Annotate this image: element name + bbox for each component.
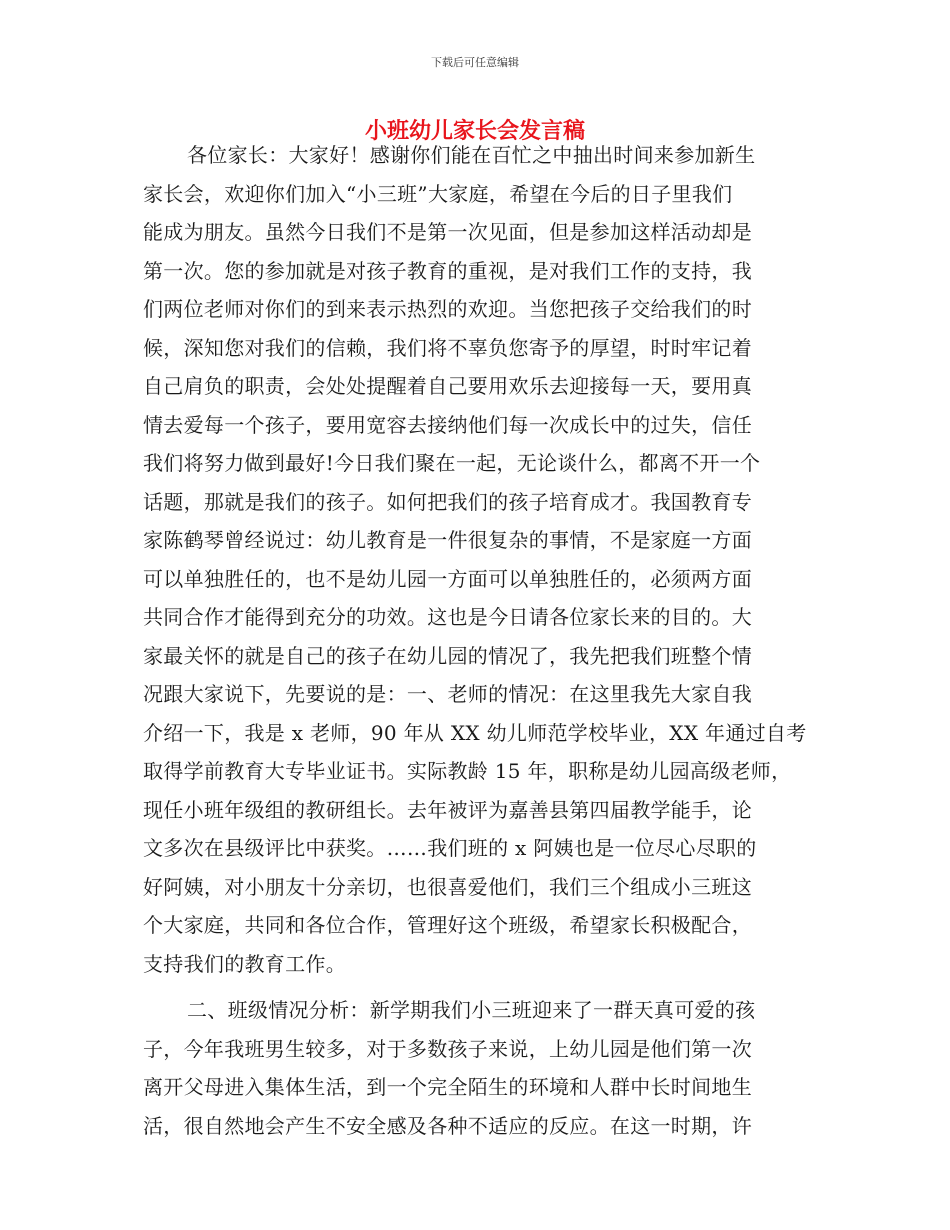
text-line: 各位家长：大家好！感谢你们能在百忙之中抽出时间来参加新生 [187, 143, 756, 167]
text-line: 共同合作才能得到充分的功效。这也是今日请各位家长来的目的。大 [143, 605, 752, 629]
text-line: 二、班级情况分析：新学期我们小三班迎来了一群天真可爱的孩 [187, 998, 756, 1022]
document-body [143, 136, 823, 1145]
paragraph-spacer [143, 983, 823, 991]
text-line: 现任小班年级组的教研组长。去年被评为嘉善县第四届教学能手，论 [143, 797, 752, 822]
text-line: 候，深知您对我们的信赖，我们将不辜负您寄予的厚望，时时牢记着 [143, 335, 752, 360]
paragraph-2 [143, 991, 823, 1145]
text-line: 话题，那就是我们的孩子。如何把我们的孩子培育成才。我国教育专 [143, 489, 752, 514]
text-line: 家最关怀的就是自己的孩子在幼儿园的情况了，我先把我们班整个情 [143, 643, 752, 668]
text-line: 好阿姨，对小朋友十分亲切，也很喜爱他们，我们三个组成小三班这 [143, 874, 752, 899]
text-line: 支持我们的教育工作。 [143, 951, 346, 976]
text-line: 家陈鹤琴曾经说过：幼儿教育是一件很复杂的事情，不是家庭一方面 [143, 528, 752, 552]
text-line: 个大家庭，共同和各位合作，管理好这个班级，希望家长积极配合， [143, 913, 752, 937]
text-line: 家长会，欢迎你们加入“小三班”大家庭，希望在今后的日子里我们 [143, 181, 733, 206]
header-note: 下载后可任意编辑 [431, 56, 519, 69]
text-line: 情去爱每一个孩子，要用宽容去接纳他们每一次成长中的过失，信任 [143, 412, 752, 437]
text-line: 我们将努力做到最好!今日我们聚在一起，无论谈什么，都离不开一个 [143, 451, 761, 475]
text-line: 介绍一下，我是 x 老师，90 年从 XX 幼儿师范学校毕业，XX 年通过自考 [143, 720, 807, 745]
text-line: 子，今年我班男生较多，对于多数孩子来说，上幼儿园是他们第一次 [143, 1036, 752, 1061]
text-line: 们两位老师对你们的到来表示热烈的欢迎。当您把孩子交给我们的时 [143, 297, 752, 321]
text-line: 离开父母进入集体生活，到一个完全陌生的环境和人群中长时间地生 [143, 1075, 752, 1099]
document-title: 小班幼儿家长会发言稿 [364, 119, 585, 144]
text-line: 取得学前教育大专毕业证书。实际教龄 15 年，职称是幼儿园高级老师， [143, 759, 792, 783]
paragraph-1 [143, 136, 823, 983]
text-line: 第一次。您的参加就是对孩子教育的重视，是对我们工作的支持，我 [143, 258, 752, 283]
text-line: 可以单独胜任的，也不是幼儿园一方面可以单独胜任的，必须两方面 [143, 566, 752, 591]
text-line: 自己肩负的职责，会处处提醒着自己要用欢乐去迎接每一天，要用真 [143, 374, 752, 398]
text-line: 文多次在县级评比中获奖。……我们班的 x 阿姨也是一位尽心尽职的 [143, 836, 757, 860]
text-line: 能成为朋友。虽然今日我们不是第一次见面，但是参加这样活动却是 [143, 220, 752, 244]
text-line: 活，很自然地会产生不安全感及各种不适应的反应。在这一时期，许 [143, 1113, 752, 1138]
text-line: 况跟大家说下，先要说的是：一、老师的情况：在这里我先大家自我 [143, 682, 752, 706]
